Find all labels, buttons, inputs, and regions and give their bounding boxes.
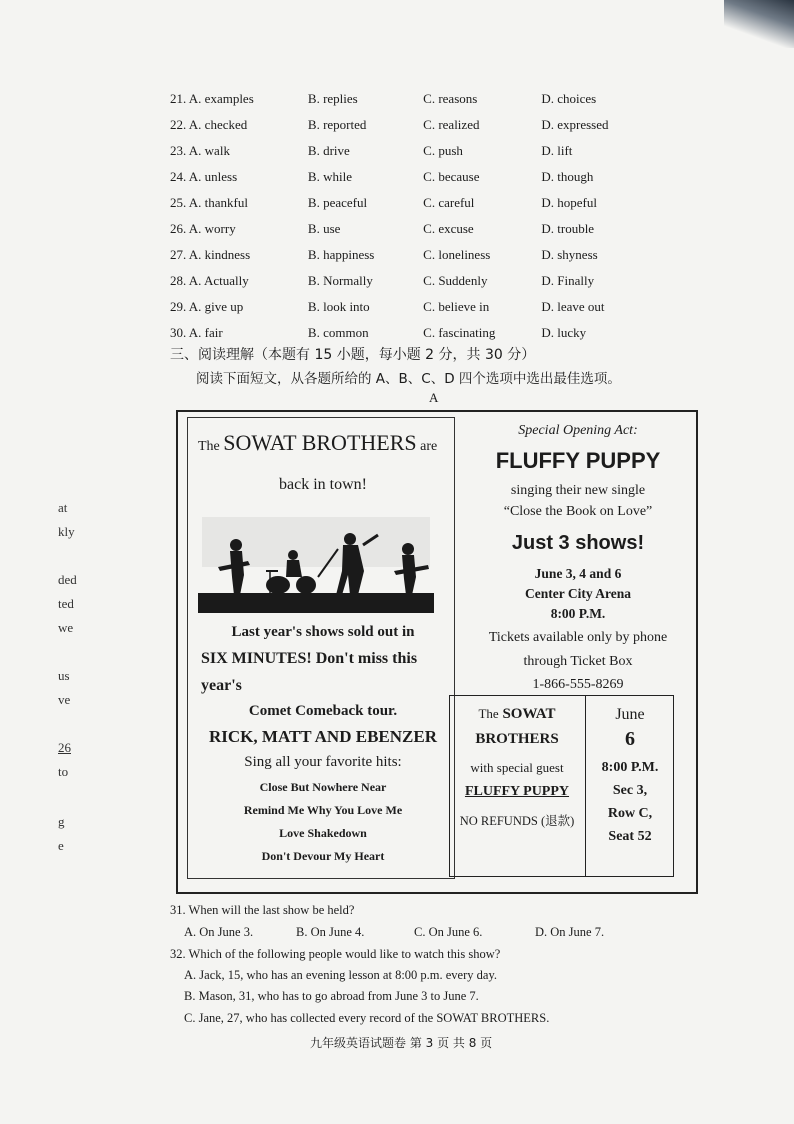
cloze-options [170,86,630,346]
hit-song: Don't Devour My Heart [261,849,385,863]
tickets-line-1: Tickets available only by phone [488,630,668,645]
section-instruction: 阅读下面短文，从各题所给的 A、B、C、D 四个选项中选出最佳选项。 [196,371,621,387]
headline-the: The [198,439,220,454]
option-row [170,112,630,138]
edge-text: ve [58,692,71,707]
q31-option-c: C. On June 6. [414,925,483,939]
ticket-day: 6 [625,728,635,750]
phone-number: 1-866-555-8269 [532,677,624,692]
option-d: D. trouble [541,221,595,236]
hit-song: Close But Nowhere Near [259,780,387,794]
venue: Center City Arena [525,586,631,601]
headline-are: are [420,439,438,454]
sold-out-line-1: Last year's shows sold out in [231,624,415,640]
option-a: 21. A. examples [170,91,254,106]
edge-text: to [58,764,69,779]
option-c: C. realized [423,117,480,132]
option-b: B. while [307,169,352,184]
page-footer: 九年级英语试题卷 第 3 页 共 8 页 [310,1036,493,1050]
option-d: D. lucky [541,325,587,340]
option-a: 30. A. fair [170,325,223,340]
ticket-time: 8:00 P.M. [601,760,659,775]
hit-song: Remind Me Why You Love Me [243,803,403,817]
option-c: C. careful [423,195,475,210]
option-d: D. leave out [541,299,605,314]
band-members: RICK, MATT AND EBENZER [209,727,437,746]
option-a: 26. A. worry [170,221,236,236]
ticket-no-refunds: NO REFUNDS (退款) [459,814,575,828]
option-d: D. though [541,169,594,184]
option-d: D. Finally [541,273,595,288]
edge-text: at [58,500,68,515]
option-row [170,294,630,320]
q32-option-a: A. Jack, 15, who has an evening lesson at 8:00 p.m. every day. [184,968,498,982]
band-name: SOWAT BROTHERS [223,430,417,455]
option-row [170,320,630,346]
option-c: C. Suddenly [423,273,488,288]
option-c: C. because [423,169,480,184]
option-c: C. excuse [423,221,474,236]
option-a: 29. A. give up [170,299,244,314]
ticket-month: June [615,706,645,723]
question-31: 31. When will the last show be held? [170,903,355,917]
ad-headline [198,430,448,456]
option-a: 27. A. kindness [170,247,251,262]
option-b: B. drive [307,143,350,158]
edge-text: we [58,620,74,635]
option-b: B. Normally [307,273,373,288]
edge-text: kly [58,524,75,539]
back-in-town: back in town! [279,476,367,493]
sing-hits: Sing all your favorite hits: [244,754,402,770]
single-line-2: “Close the Book on Love” [503,504,653,519]
ticket-row: Row C, [607,806,653,821]
option-b: B. replies [307,91,358,106]
option-row [170,268,630,294]
option-d: D. choices [541,91,597,106]
ticket-guest-band: FLUFFY PUPPY [464,784,570,799]
option-a: 22. A. checked [170,117,248,132]
opening-act-label: Special Opening Act: [518,423,638,438]
just-3-shows: Just 3 shows! [511,532,645,554]
option-row [170,216,630,242]
option-b: B. peaceful [307,195,368,210]
sold-out-line-3: year's [201,677,242,694]
option-c: C. fascinating [423,325,496,340]
option-b: B. happiness [307,247,375,262]
ticket-band-line-1: The SOWAT [478,706,556,722]
option-b: B. common [307,325,369,340]
sold-out-line-2: SIX MINUTES! Don't miss this [201,650,418,667]
passage-label: A [429,390,439,405]
tour-name: Comet Comeback tour. [248,703,398,719]
ticket-guest-label: with special guest [470,760,564,775]
option-a: 28. A. Actually [170,273,249,288]
option-d: D. lift [541,143,573,158]
q32-option-b: B. Mason, 31, who has to go abroad from June 3 to June 7. [184,989,479,1003]
band-silhouette-image [198,515,434,613]
q31-option-b: B. On June 4. [296,925,365,939]
edge-text: e [58,838,64,853]
show-dates: June 3, 4 and 6 [534,566,622,581]
section-title: 三、阅读理解（本题有 15 小题，每小题 2 分，共 30 分） [170,347,536,363]
option-c: C. reasons [423,91,478,106]
hit-song: Love Shakedown [279,826,367,840]
option-row [170,86,630,112]
option-c: C. believe in [423,299,490,314]
q32-option-c: C. Jane, 27, who has collected every record of the SOWAT BROTHERS. [184,1011,550,1025]
single-line-1: singing their new single [510,483,646,498]
option-d: D. shyness [541,247,598,262]
option-row [170,138,630,164]
option-d: D. expressed [541,117,609,132]
option-a: 24. A. unless [170,169,238,184]
option-row [170,242,630,268]
option-row [170,190,630,216]
edge-text: ted [58,596,74,611]
opening-band: FLUFFY PUPPY [495,448,661,473]
page-corner-shadow [724,0,794,48]
option-d: D. hopeful [541,195,597,210]
tickets-line-2: through Ticket Box [523,654,633,669]
ticket-section: Sec 3, [612,783,648,798]
edge-text: g [58,814,65,829]
option-b: B. reported [307,117,367,132]
option-row [170,164,630,190]
option-b: B. look into [307,299,370,314]
option-c: C. push [423,143,463,158]
edge-text: us [58,668,70,683]
edge-text: ded [58,572,77,587]
edge-text: 26 [58,740,71,755]
q31-option-d: D. On June 7. [535,925,605,939]
q31-option-a: A. On June 3. [184,925,254,939]
option-b: B. use [307,221,341,236]
option-a: 25. A. thankful [170,195,248,210]
show-time: 8:00 P.M. [550,606,606,621]
option-a: 23. A. walk [170,143,230,158]
question-32: 32. Which of the following people would like to watch this show? [170,947,501,961]
ticket-seat: Seat 52 [608,829,652,844]
ticket-band-line-2: BROTHERS [475,731,559,747]
option-c: C. loneliness [423,247,491,262]
